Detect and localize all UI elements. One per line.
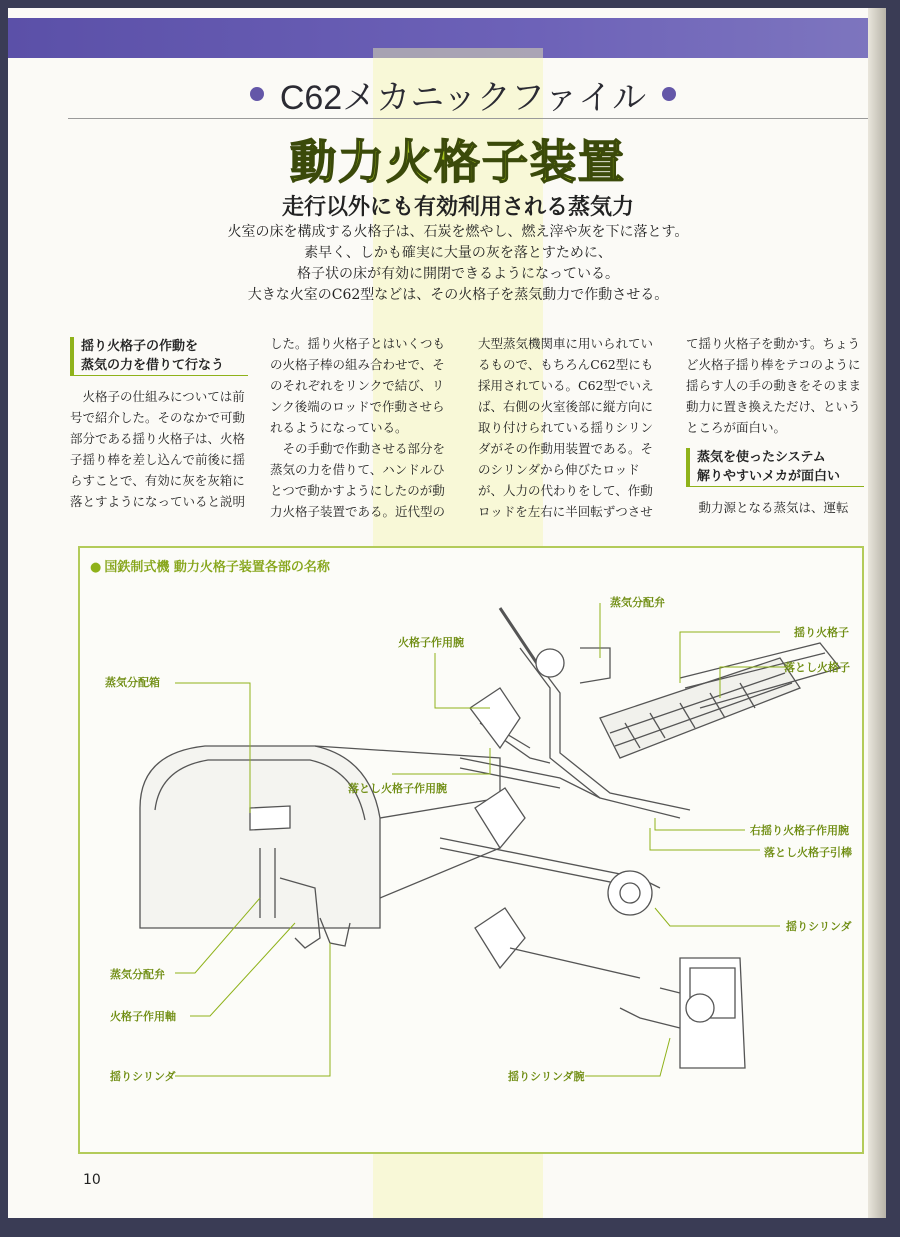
text-column-1 (70, 333, 248, 512)
page-number: 10 (83, 1172, 101, 1188)
body-text: 大型蒸気機関車に用いられているもので、もちろんC62型にも採用されている。C62型でいえば、右側の火室後部に縦方向に取り付けられている揺りシリンダがその作動用装置である。そのシリンダから伸びたロッドが、人力の代わりをして、作動ロッドを左右に半回転ずつさせ (478, 336, 654, 519)
lead-line: 素早く、しかも確実に大量の灰を落とすために、 (304, 245, 612, 261)
heading-line: 解りやすいメカが面白い (697, 469, 841, 484)
body-text: した。揺り火格子とはいくつもの火格子棒の組み合わせで、そのそれぞれをリンクで結び、リンク後端のロッドで作動させられるようになっている。 (270, 336, 446, 435)
subtitle: 走行以外にも有効利用される蒸気力 (281, 195, 634, 220)
lead-line: 火室の床を構成する火格子は、石炭を燃やし、燃え滓や灰を下に落とす。 (227, 224, 689, 240)
lead-line: 大きな火室のC62型などは、その火格子を蒸気動力で作動させる。 (247, 287, 669, 303)
section-heading (686, 448, 864, 487)
bullet-icon: ● (90, 560, 102, 575)
page-spine (868, 8, 886, 1218)
text-column-4 (686, 333, 864, 518)
label-steam-distribution-valve-left: 蒸気分配弁 (110, 968, 165, 981)
mechanism-illustration (80, 548, 862, 1152)
heading-line: 蒸気を使ったシステム (697, 450, 826, 465)
body-text: て揺り火格子を動かす。ちょうど火格子揺り棒をテコのように揺らす人の手の動きをそのまま動力に置き換えただけ、というところが面白い。 (686, 336, 862, 435)
text-column-3 (478, 333, 656, 522)
label-steam-distribution-box: 蒸気分配箱 (105, 676, 160, 689)
label-shaking-cylinder-arm: 揺りシリンダ腕 (508, 1070, 585, 1083)
body-text: 動力源となる蒸気は、運転 (698, 500, 849, 515)
lead-line: 格子状の床が有効に開閉できるようになっている。 (297, 266, 619, 282)
text-column-2 (270, 333, 448, 522)
heading-line: 蒸気の力を借りて行なう (81, 358, 225, 373)
main-title: 動力火格子装置 (290, 135, 626, 189)
label-shaking-grate: 揺り火格子 (794, 626, 849, 639)
label-grate-operating-shaft: 火格子作用軸 (110, 1010, 176, 1023)
label-drop-grate-operating-arm: 落とし火格子作用腕 (348, 782, 447, 795)
series-title (248, 70, 678, 118)
label-shaking-cylinder-left: 揺りシリンダ (110, 1070, 176, 1083)
label-drop-grate: 落とし火格子 (784, 661, 850, 674)
series-title-text: C62メカニックファイル (279, 78, 647, 117)
bullet-dot-icon (250, 87, 264, 101)
section-heading (70, 337, 248, 376)
magazine-page (8, 8, 886, 1218)
figure-title-text: 国鉄制式機 動力火格子装置各部の名称 (104, 560, 330, 575)
label-right-shaking-grate-arm: 右揺り火格子作用腕 (750, 824, 849, 837)
label-steam-distribution-valve-top: 蒸気分配弁 (610, 596, 665, 609)
body-text: その手動で作動させる部分を蒸気の力を借りて、ハンドルひとつで動かすようにしたのが動力火格子装置である。近代型の (270, 441, 446, 519)
bullet-dot-icon (662, 87, 676, 101)
label-drop-grate-pull-rod: 落とし火格子引棒 (764, 846, 852, 859)
label-grate-operating-arm: 火格子作用腕 (398, 636, 464, 649)
lead-paragraph (158, 222, 758, 306)
heading-line: 揺り火格子の作動を (81, 339, 199, 354)
figure-box (78, 546, 864, 1154)
label-shaking-cylinder-right: 揺りシリンダ (786, 920, 852, 933)
body-text: 火格子の仕組みについては前号で紹介した。そのなかで可動部分である揺り火格子は、火格子揺り棒を差し込んで前後に揺らすことで、有効に灰を灰箱に落とすようになっていると説明 (70, 389, 246, 509)
title-rule (68, 118, 868, 119)
